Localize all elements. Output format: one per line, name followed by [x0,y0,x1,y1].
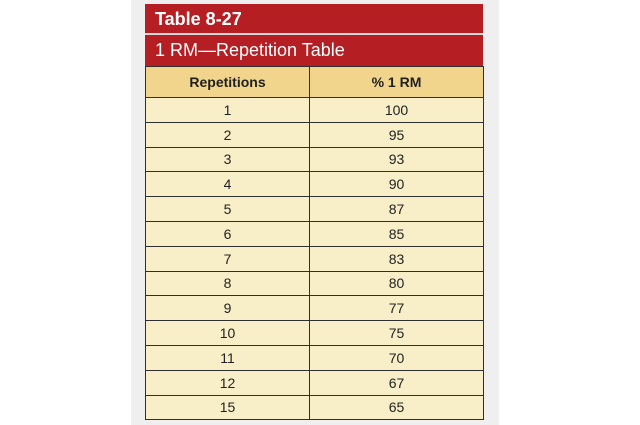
repetitions-cell: 7 [146,246,310,271]
repetitions-cell: 4 [146,172,310,197]
table-row [146,147,484,172]
repetitions-cell: 1 [146,98,310,123]
repetitions-cell: 11 [146,345,310,370]
table-row [146,98,484,123]
percent-1rm-cell: 85 [310,221,484,246]
repetitions-cell: 12 [146,370,310,395]
repetitions-cell: 8 [146,271,310,296]
table-row [146,122,484,147]
table-body [146,98,484,420]
percent-1rm-cell: 70 [310,345,484,370]
percent-1rm-cell: 80 [310,271,484,296]
header-row [146,67,484,98]
table-row [146,296,484,321]
percent-1rm-cell: 100 [310,98,484,123]
repetitions-cell: 10 [146,321,310,346]
repetitions-cell: 5 [146,197,310,222]
percent-1rm-cell: 93 [310,147,484,172]
table-row [146,172,484,197]
table-row [146,246,484,271]
repetitions-cell: 9 [146,296,310,321]
table-title: Table 8-27 [145,4,483,35]
percent-1rm-cell: 75 [310,321,484,346]
table-card [145,4,483,420]
table-subtitle: 1 RM—Repetition Table [145,35,483,66]
repetitions-cell: 6 [146,221,310,246]
repetitions-cell: 2 [146,122,310,147]
percent-1rm-cell: 95 [310,122,484,147]
table-row [146,221,484,246]
percent-1rm-cell: 90 [310,172,484,197]
table-row [146,321,484,346]
table-row [146,395,484,420]
table-row [146,271,484,296]
repetitions-cell: 15 [146,395,310,420]
percent-1rm-cell: 65 [310,395,484,420]
header-percent-1rm: % 1 RM [310,67,484,98]
percent-1rm-cell: 67 [310,370,484,395]
header-repetitions: Repetitions [146,67,310,98]
repetitions-cell: 3 [146,147,310,172]
table-row [146,197,484,222]
repetition-table [145,66,484,420]
table-row [146,370,484,395]
percent-1rm-cell: 83 [310,246,484,271]
percent-1rm-cell: 77 [310,296,484,321]
table-row [146,345,484,370]
percent-1rm-cell: 87 [310,197,484,222]
